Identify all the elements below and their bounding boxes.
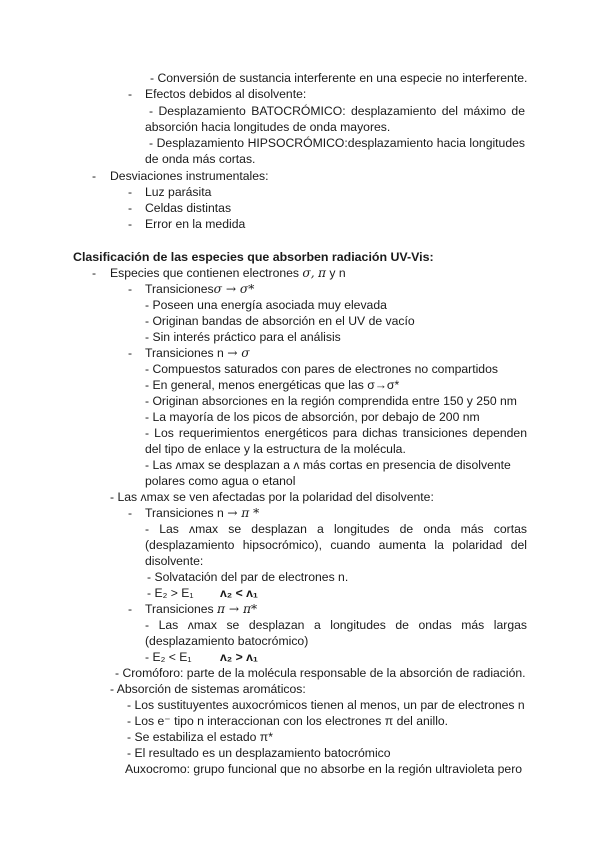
text-span: Transiciones n — [145, 506, 224, 520]
paragraph — [145, 521, 527, 569]
list-item — [145, 505, 259, 521]
text-span: Transiciones — [145, 282, 214, 296]
list-item: Error en la medida — [145, 217, 246, 231]
list-item — [145, 601, 257, 617]
text-span: (desplazamiento hipsocrómico), cuando aumenta la polaridad del — [145, 538, 527, 552]
text-span: - Desplazamiento HIPSOCRÓMICO:desplazamiento hacia longitudes — [149, 136, 525, 150]
list-item — [145, 281, 254, 297]
text-line: - Conversión de sustancia interferente en una especie no interferente. — [150, 71, 528, 85]
text-line: - Los sustituyentes auxocrómicos tienen al menos, un par de electrones n — [127, 698, 525, 712]
list-item: Luz parásita — [145, 185, 212, 199]
text-span: - Las ʌmax se desplazan a longitudes de onda más cortas — [145, 522, 527, 536]
section-heading: Clasificación de las especies que absorben radiación UV-Vis: — [73, 250, 434, 264]
text-span: de onda más cortas. — [145, 152, 256, 166]
text-line: - Poseen una energía asociada muy elevada — [145, 298, 387, 312]
text-line: - Los e⁻ tipo n interaccionan con los electrones π del anillo. — [127, 714, 449, 728]
paragraph — [145, 135, 525, 167]
list-bullet: - — [128, 185, 133, 199]
symbol-text: σ → σ* — [213, 282, 255, 296]
text-span: (desplazamiento batocrómico) — [145, 634, 309, 648]
list-bullet: - — [128, 201, 133, 215]
text-line: - Originan bandas de absorción en el UV de vacío — [145, 314, 415, 328]
text-line: - Solvatación del par de electrones n. — [147, 570, 349, 584]
symbol-text: → σ — [227, 346, 250, 360]
text-span: ʌ₂ > ʌ₁ — [220, 650, 258, 664]
list-item — [145, 345, 250, 361]
text-span: Transiciones n — [145, 346, 224, 360]
list-bullet: - — [128, 87, 133, 101]
text-line: - La mayoría de los picos de absorción, por debajo de 200 nm — [145, 410, 480, 424]
text-line: Auxocromo: grupo funcional que no absorbe en la región ultravioleta pero — [125, 762, 523, 776]
list-item: Desviaciones instrumentales: — [110, 169, 269, 183]
text-span: - Desplazamiento BATOCRÓMICO: desplazamiento del máximo de — [149, 104, 525, 118]
text-line — [145, 649, 258, 665]
text-span: Especies que contienen electrones — [110, 266, 300, 280]
text-span: - Los requerimientos energéticos para dichas transiciones dependen — [145, 426, 527, 440]
paragraph — [145, 457, 511, 489]
text-line: - Compuestos saturados con pares de electrones no compartidos — [145, 362, 498, 376]
text-line: - Cromóforo: parte de la molécula responsable de la absorción de radiación. — [115, 666, 526, 680]
list-item: Efectos debidos al disolvente: — [145, 87, 307, 101]
paragraph — [145, 617, 527, 649]
list-bullet: - — [128, 602, 133, 616]
text-span: - Las ʌmax se desplazan a longitudes de ondas más largas — [145, 618, 527, 632]
text-span: - Las ʌmax se desplazan a ʌ más cortas en presencia de disolvente — [145, 458, 511, 472]
list-item — [110, 265, 346, 281]
text-line: - Absorción de sistemas aromáticos: — [110, 682, 306, 696]
list-bullet: - — [128, 506, 133, 520]
text-line: - Sin interés práctico para el análisis — [145, 330, 341, 344]
text-span: absorción hacia longitudes de onda mayores. — [145, 120, 391, 134]
symbol-text: π → π* — [217, 602, 258, 616]
list-bullet: - — [128, 282, 133, 296]
text-span: y n — [329, 266, 346, 280]
text-line: - Se estabiliza el estado π* — [127, 730, 273, 744]
text-span: - E₂ > E₁ — [147, 586, 194, 600]
symbol-text: → π * — [227, 506, 260, 520]
list-bullet: - — [92, 169, 97, 183]
list-bullet: - — [128, 217, 133, 231]
paragraph — [145, 425, 527, 457]
symbol-text: π — [318, 266, 327, 280]
text-line: - El resultado es un desplazamiento batocrómico — [127, 746, 391, 760]
text-span: disolvente: — [145, 554, 204, 568]
list-item: Celdas distintas — [145, 201, 232, 215]
text-line: - En general, menos energéticas que las σ→σ* — [145, 378, 400, 392]
text-span: del tipo de enlace y la estructura de la molécula. — [145, 442, 406, 456]
text-span: - E₂ < E₁ — [145, 650, 192, 664]
text-line: - Originan absorciones en la región comprendida entre 150 y 250 nm — [145, 394, 517, 408]
list-bullet: - — [92, 266, 97, 280]
text-span: polares como agua o etanol — [145, 474, 296, 488]
paragraph — [145, 103, 525, 135]
text-line: - Las ʌmax se ven afectadas por la polaridad del disolvente: — [110, 490, 434, 504]
text-span: Transiciones — [145, 602, 214, 616]
text-line — [147, 585, 258, 601]
text-span: ʌ₂ < ʌ₁ — [220, 586, 258, 600]
list-bullet: - — [128, 346, 133, 360]
symbol-text: σ, — [302, 266, 315, 280]
